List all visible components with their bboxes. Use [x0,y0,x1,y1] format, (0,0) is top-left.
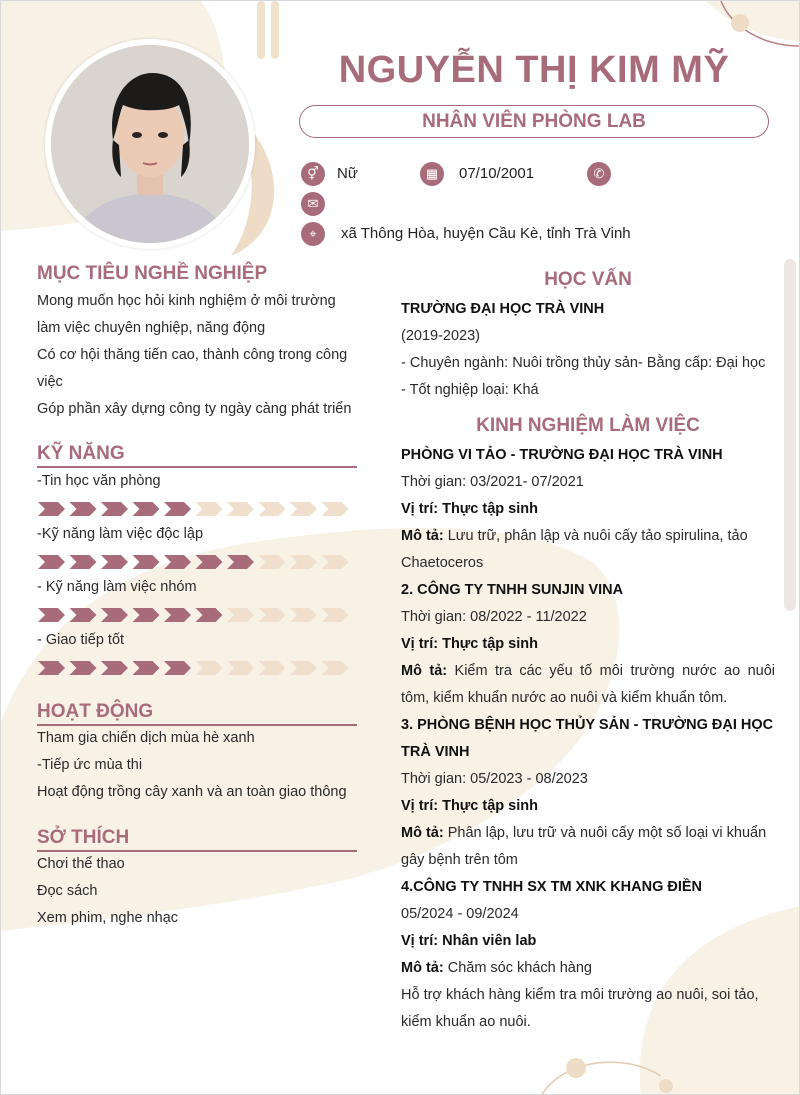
job-desc-text: Lưu trữ, phân lập và nuôi cấy tảo spirulina, tảo [447,528,748,544]
education-school: TRƯỜNG ĐẠI HỌC TRÀ VINH [401,301,605,317]
skill-chevron-filled [133,661,160,675]
job-desc-cont: gây bệnh trên tôm [401,852,518,868]
skill-chevron-filled [70,661,97,675]
skill-chevron-empty [322,502,349,516]
portrait-illustration [51,45,249,243]
skill-rating-bar [37,607,357,623]
scrollbar-thumb[interactable] [784,259,796,611]
job-extra: Hỗ trợ khách hàng kiểm tra môi trường ao nuôi, soi tảo, [401,987,759,1003]
skill-chevron-filled [164,608,191,622]
skill-chevron-filled [38,502,65,516]
candidate-name: NGUYỄN THỊ KIM MỸ [338,49,730,91]
skill-label: -Tin học văn phòng [37,473,161,489]
activity-line: -Tiếp ức mùa thi [37,757,143,773]
top-right-dot [731,14,749,32]
job-position-label: Vị trí: [401,798,439,814]
job-desc-label: Mô tả: [401,663,448,679]
activities-heading: HOẠT ĐỘNG [37,701,154,722]
education-heading: HỌC VẤN [544,269,632,290]
job-title: 4.CÔNG TY TNHH SX TM XNK KHANG ĐIỀN [401,879,703,895]
job-title: PHÒNG VI TẢO - TRƯỜNG ĐẠI HỌC TRÀ VINH [401,447,723,463]
job-desc-text: Phân lập, lưu trữ và nuôi cấy một số loại vi khuẩn [447,825,767,841]
job-desc [401,528,748,544]
job-position-value: Thực tập sinh [442,798,538,814]
skill-chevron-filled [70,555,97,569]
activity-line: Hoạt động trồng cây xanh và an toàn giao thông [37,784,347,800]
hobbies-heading: SỞ THÍCH [37,827,130,848]
job-position-label: Vị trí: [401,933,439,949]
skill-chevron-filled [164,502,191,516]
gender-icon: ⚥ [301,162,325,186]
job-desc [401,825,766,841]
job-time: 05/2024 - 09/2024 [401,906,519,922]
skill-rating-bar [37,660,357,676]
bottom-dot-2 [659,1079,673,1093]
job-position-label: Vị trí: [401,501,439,517]
skill-chevron-empty [259,502,286,516]
job-desc-cont: tôm, kiểm khuẩn nước ao nuôi và kiểm khuẩn tôm. [401,690,728,706]
profile-photo [51,45,249,243]
skill-chevron-filled [101,502,128,516]
skill-chevron-empty [259,555,286,569]
skill-chevron-filled [164,555,191,569]
job-time: Thời gian: 05/2023 - 08/2023 [401,771,588,787]
skill-rating-bar [37,501,357,517]
job-desc-label: Mô tả: [401,960,444,976]
activity-line: Tham gia chiến dịch mùa hè xanh [37,730,255,746]
skill-chevron-empty [290,555,317,569]
job-desc [401,960,592,976]
skill-chevron-filled [196,555,223,569]
phone-icon: ✆ [587,162,611,186]
objective-line: việc [37,374,63,390]
education-major: - Chuyên ngành: Nuôi trồng thủy sản- Bằng cấp: Đại học [401,355,766,371]
skill-chevron-filled [70,502,97,516]
hobby-line: Đọc sách [37,883,98,899]
skill-chevron-empty [322,555,349,569]
skill-chevron-empty [259,661,286,675]
skill-chevron-filled [133,555,160,569]
skill-chevron-empty [259,608,286,622]
objective-line: Có cơ hội thăng tiến cao, thành công trong công [37,347,348,363]
skill-chevron-empty [290,608,317,622]
objective-line: Góp phần xây dựng công ty ngày càng phát triển [37,401,352,417]
skill-label: -Kỹ năng làm việc độc lập [37,526,204,542]
skill-chevron-filled [70,608,97,622]
job-title-pill: NHÂN VIÊN PHÒNG LAB [299,105,769,138]
job-position-value: Nhân viên lab [442,933,537,949]
calendar-icon: ▦ [420,162,444,186]
location-icon: ⌖ [301,222,325,246]
hobby-line: Xem phim, nghe nhạc [37,910,179,926]
skill-chevron-empty [290,502,317,516]
skill-chevron-empty [196,661,223,675]
skill-chevron-empty [322,661,349,675]
job-desc-text: Kiểm tra các yếu tố môi trường nước ao nuôi [454,663,776,679]
job-desc-label: Mô tả: [401,825,444,841]
skill-chevron-filled [133,608,160,622]
skill-chevron-filled [227,555,254,569]
job-title-cont: TRÀ VINH [401,744,470,760]
skill-chevron-filled [101,608,128,622]
objective-heading: MỤC TIÊU NGHỀ NGHIỆP [37,263,268,284]
bottom-dot-1 [566,1058,586,1078]
skill-chevron-filled [196,608,223,622]
skill-chevron-filled [101,555,128,569]
education-grade: - Tốt nghiệp loại: Khá [401,382,539,398]
education-years: (2019-2023) [401,328,480,344]
skill-chevron-filled [38,661,65,675]
skill-chevron-empty [290,661,317,675]
job-position [401,798,538,814]
top-bar-1 [257,1,265,59]
job-desc [401,663,775,679]
job-time: Thời gian: 03/2021- 07/2021 [401,474,584,490]
job-position [401,636,538,652]
skills-divider [37,466,357,468]
job-position-label: Vị trí: [401,636,439,652]
objective-line: làm việc chuyên nghiệp, năng động [37,320,266,336]
skill-chevron-empty [227,502,254,516]
skill-label: - Giao tiếp tốt [37,632,125,648]
gender-text: Nữ [337,165,358,182]
job-position [401,501,538,517]
job-time: Thời gian: 08/2022 - 11/2022 [401,609,587,625]
job-position-value: Thực tập sinh [442,501,538,517]
activities-divider [37,724,357,726]
skill-chevron-filled [164,661,191,675]
skills-heading: KỸ NĂNG [37,443,125,464]
skill-chevron-empty [227,661,254,675]
skill-chevron-empty [322,608,349,622]
dob-text: 07/10/2001 [459,165,535,182]
profile-photo-frame [45,39,255,249]
objective-line: Mong muốn học hỏi kinh nghiệm ở môi trường [37,293,336,309]
skill-chevron-empty [227,608,254,622]
skill-chevron-empty [196,502,223,516]
address-text: xã Thông Hòa, huyện Cầu Kè, tỉnh Trà Vinh [341,225,631,242]
skill-chevron-filled [38,608,65,622]
job-extra: kiểm khuẩn ao nuôi. [401,1014,531,1030]
email-icon: ✉ [301,192,325,216]
skill-rating-bar [37,554,357,570]
job-desc-cont: Chaetoceros [401,555,484,571]
top-bar-2 [271,1,279,59]
job-desc-text: Chăm sóc khách hàng [447,960,592,976]
experience-heading: KINH NGHIỆM LÀM VIỆC [476,415,700,436]
job-desc-label: Mô tả: [401,528,444,544]
skill-chevron-filled [38,555,65,569]
hobbies-divider [37,850,357,852]
job-title: 2. CÔNG TY TNHH SUNJIN VINA [401,582,624,598]
job-title: 3. PHÒNG BỆNH HỌC THỦY SẢN - TRƯỜNG ĐẠI HỌC [401,717,774,733]
skill-label: - Kỹ năng làm việc nhóm [37,579,197,595]
skill-chevron-filled [133,502,160,516]
job-position-value: Thực tập sinh [442,636,538,652]
hobby-line: Chơi thể thao [37,856,125,872]
skill-chevron-filled [101,661,128,675]
job-position [401,933,536,949]
